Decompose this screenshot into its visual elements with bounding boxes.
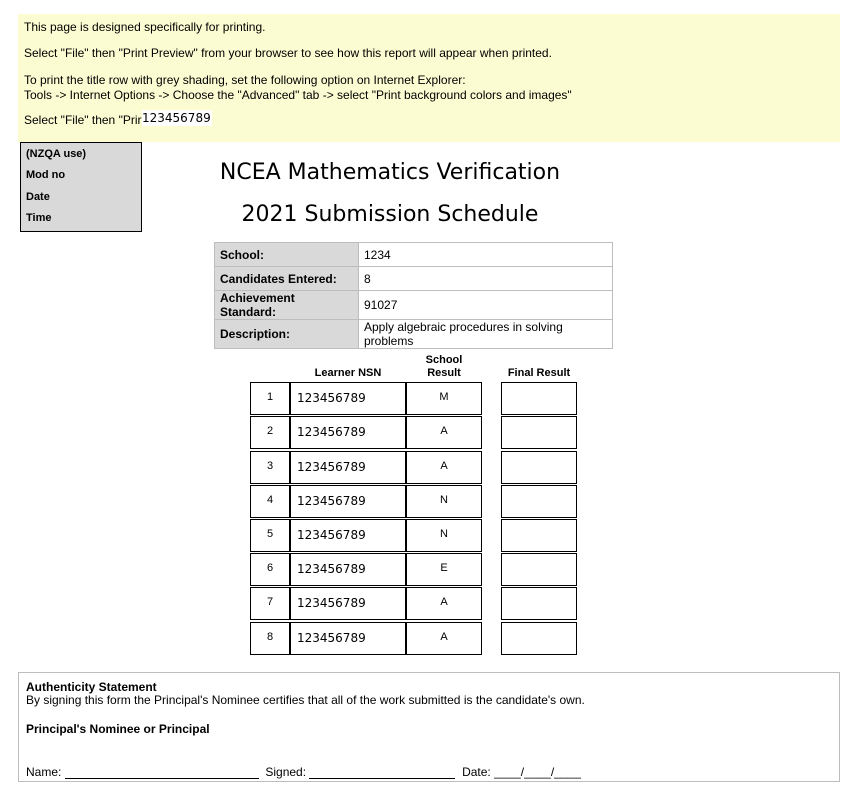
learner-nsn: 123456789 xyxy=(297,425,366,439)
notice-line: Select "File" then "Prir xyxy=(24,113,142,127)
nzqa-use-box xyxy=(20,142,142,232)
school-result: A xyxy=(440,425,448,437)
candidates-value: 8 xyxy=(359,267,613,291)
school-result: M xyxy=(439,391,449,403)
nominee-heading: Principal's Nominee or Principal xyxy=(26,722,210,736)
final-result-cell[interactable] xyxy=(501,622,577,655)
row-number: 6 xyxy=(266,562,274,574)
authenticity-section xyxy=(18,672,840,782)
notice-line: Select "File" then "Print Preview" from your browser to see how this report will appear when printed. xyxy=(24,46,552,60)
date-label: Date: xyxy=(462,765,491,779)
learner-nsn: 123456789 xyxy=(297,391,366,405)
notice-line: Tools -> Internet Options -> Choose the "Advanced" tab -> select "Print background colors and images" xyxy=(24,88,572,102)
mod-no-label: Mod no xyxy=(26,169,66,181)
final-result-cell[interactable] xyxy=(501,519,577,552)
standard-value: 91027 xyxy=(359,291,613,320)
learner-nsn: 123456789 xyxy=(297,460,366,474)
time-label: Time xyxy=(26,212,52,224)
row-number: 1 xyxy=(266,391,274,403)
final-result-cell[interactable] xyxy=(501,553,577,586)
submission-info-table xyxy=(214,242,613,349)
authenticity-heading: Authenticity Statement xyxy=(26,680,157,694)
table-row xyxy=(215,291,613,320)
row-number: 8 xyxy=(266,631,274,643)
row-number: 3 xyxy=(266,460,274,472)
school-result: N xyxy=(440,528,448,540)
school-result-header-2: Result xyxy=(427,367,461,379)
school-result: A xyxy=(440,596,448,608)
description-value: Apply algebraic procedures in solving problems xyxy=(359,320,613,349)
description-label: Description: xyxy=(215,320,359,349)
notice-line: This page is designed specifically for printing. xyxy=(24,20,266,34)
school-result: N xyxy=(440,494,448,506)
date-label: Date xyxy=(26,191,50,203)
learner-nsn-header: Learner NSN xyxy=(314,367,382,379)
authenticity-statement: By signing this form the Principal's Nominee certifies that all of the work submitted is the candidate's own. xyxy=(26,693,585,707)
school-result-header-1: School xyxy=(425,354,463,366)
final-result-cell[interactable] xyxy=(501,451,577,484)
signature-line xyxy=(26,765,581,779)
nzqa-heading: (NZQA use) xyxy=(26,148,87,160)
school-value: 1234 xyxy=(359,243,613,267)
table-row xyxy=(215,243,613,267)
learner-nsn: 123456789 xyxy=(297,631,366,645)
row-number: 7 xyxy=(266,596,274,608)
date-field[interactable]: ____/____/____ xyxy=(494,765,581,779)
row-number: 4 xyxy=(266,494,274,506)
page-title: NCEA Mathematics Verification xyxy=(219,160,561,185)
learner-nsn: 123456789 xyxy=(297,596,366,610)
final-result-cell[interactable] xyxy=(501,416,577,449)
learner-nsn: 123456789 xyxy=(297,494,366,508)
final-result-cell[interactable] xyxy=(501,485,577,518)
school-result: A xyxy=(440,460,448,472)
table-row xyxy=(215,267,613,291)
row-number: 2 xyxy=(266,425,274,437)
table-row xyxy=(215,320,613,349)
learner-nsn: 123456789 xyxy=(297,562,366,576)
signed-field[interactable] xyxy=(309,778,455,779)
final-result-cell[interactable] xyxy=(501,382,577,415)
name-label: Name: xyxy=(26,765,62,779)
school-result: A xyxy=(440,631,448,643)
standard-label: Achievement Standard: xyxy=(215,291,359,320)
overlay-nsn-text: 123456789 xyxy=(142,111,211,125)
name-field[interactable] xyxy=(65,778,259,779)
candidates-label: Candidates Entered: xyxy=(215,267,359,291)
learner-nsn: 123456789 xyxy=(297,528,366,542)
row-number: 5 xyxy=(266,528,274,540)
signed-label: Signed: xyxy=(265,765,307,779)
final-result-cell[interactable] xyxy=(501,587,577,620)
school-result: E xyxy=(440,562,448,574)
notice-line: To print the title row with grey shading, set the following option on Internet Explorer: xyxy=(24,73,466,87)
final-result-header: Final Result xyxy=(507,367,571,379)
page-subtitle: 2021 Submission Schedule xyxy=(241,202,539,227)
school-label: School: xyxy=(215,243,359,267)
